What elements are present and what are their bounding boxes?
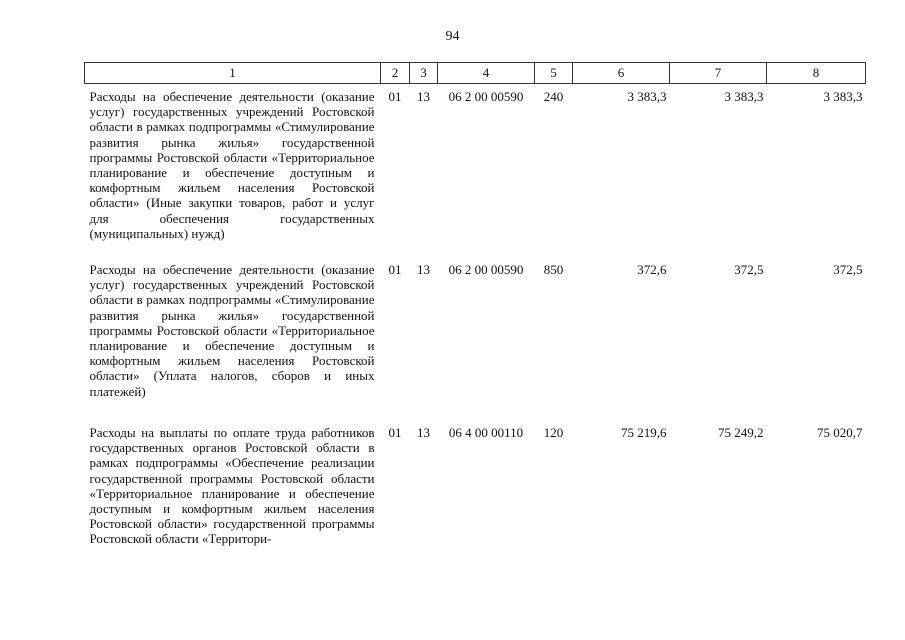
header-col-2: 2 bbox=[381, 63, 410, 84]
row-expense-type: 240 bbox=[543, 89, 564, 104]
row-section: 01 bbox=[388, 425, 402, 440]
row-target-code: 06 2 00 00590 bbox=[448, 89, 524, 104]
row-amount-col8: 372,5 bbox=[833, 262, 863, 277]
header-col-6: 6 bbox=[573, 63, 670, 84]
table-body bbox=[85, 84, 866, 547]
header-col-7: 7 bbox=[670, 63, 767, 84]
header-col-1: 1 bbox=[85, 63, 381, 84]
row-section: 01 bbox=[388, 89, 402, 104]
header-row bbox=[85, 63, 866, 84]
table-header bbox=[85, 63, 866, 84]
row-expense-type: 120 bbox=[543, 425, 564, 440]
row-section: 01 bbox=[388, 262, 402, 277]
row-subsection: 13 bbox=[417, 262, 430, 277]
row-amount-col8: 3 383,3 bbox=[823, 89, 863, 104]
row-amount-col8: 75 020,7 bbox=[817, 425, 863, 440]
table-row bbox=[85, 84, 866, 263]
row-target-code: 06 4 00 00110 bbox=[448, 425, 524, 440]
row-description: Расходы на обеспечение деятельности (оказание услуг) государственных учреждений Ростовской области в рамках подпрограммы «Стимулирование развития рынка жилья» государственной программы Ростовской области «Территориальное планирование и обеспечение доступным и комфортным жильем населения Ростовской области» (Иные закупки товаров, работ и услуг для обеспечения государственных (муниципальных) нужд) bbox=[89, 89, 375, 241]
row-amount-col7: 75 249,2 bbox=[718, 425, 764, 440]
budget-table bbox=[84, 62, 866, 547]
row-amount-col7: 3 383,3 bbox=[724, 89, 764, 104]
row-description: Расходы на выплаты по оплате труда работников государственных органов Ростовской области в рамках подпрограммы «Обеспечение реализации государственной программы Ростовской области «Территориальное планирование и обеспечение доступным и комфортным жильем населения Ростовской области» государственной программы Ростовской области «Территори- bbox=[89, 425, 375, 547]
table-row bbox=[85, 425, 866, 547]
row-subsection: 13 bbox=[417, 425, 430, 440]
page-number: 94 bbox=[445, 29, 460, 44]
row-amount-col6: 372,6 bbox=[637, 262, 667, 277]
row-target-code: 06 2 00 00590 bbox=[448, 262, 524, 277]
header-col-8: 8 bbox=[767, 63, 866, 84]
row-amount-col6: 75 219,6 bbox=[621, 425, 667, 440]
header-col-5: 5 bbox=[535, 63, 573, 84]
header-col-4: 4 bbox=[438, 63, 535, 84]
table-row bbox=[85, 262, 866, 425]
row-description: Расходы на обеспечение деятельности (оказание услуг) государственных учреждений Ростовской области в рамках подпрограммы «Стимулирование развития рынка жилья» государственной программы Ростовской области «Территориальное планирование и обеспечение доступным и комфортным жильем населения Ростовской области» (Уплата налогов, сборов и иных платежей) bbox=[89, 262, 375, 399]
header-col-3: 3 bbox=[410, 63, 438, 84]
row-amount-col7: 372,5 bbox=[734, 262, 764, 277]
row-expense-type: 850 bbox=[543, 262, 564, 277]
row-amount-col6: 3 383,3 bbox=[627, 89, 667, 104]
row-subsection: 13 bbox=[417, 89, 430, 104]
